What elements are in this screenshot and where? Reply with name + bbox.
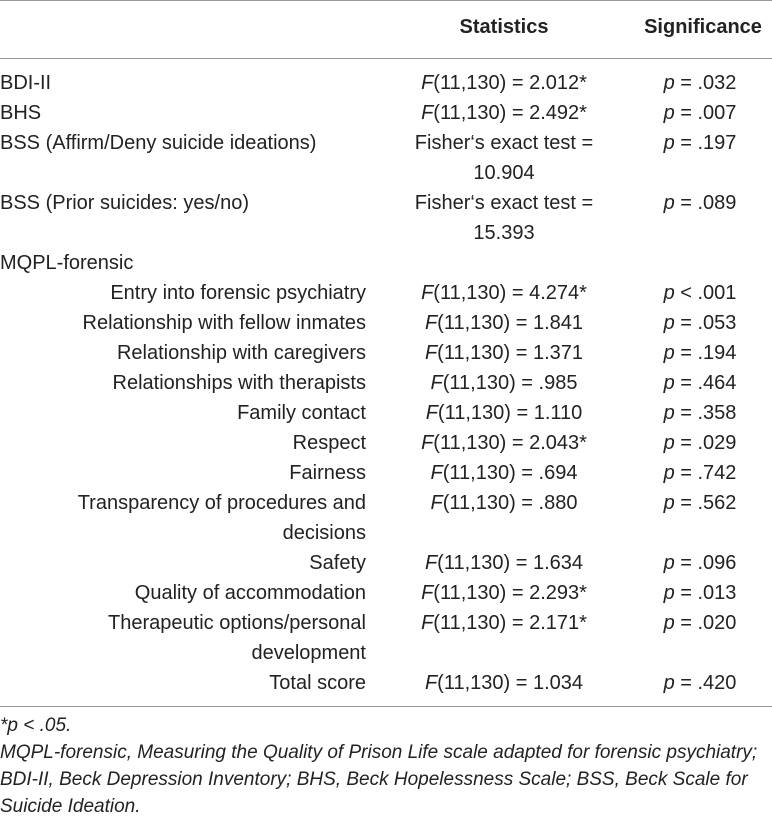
statistic-line bbox=[384, 218, 624, 248]
statistic-line bbox=[384, 458, 624, 488]
row-label bbox=[0, 488, 366, 548]
note-star-text: *p < .05. bbox=[0, 715, 72, 736]
statistic-value: 10.904 bbox=[473, 162, 535, 184]
p-symbol: p bbox=[663, 492, 675, 514]
note-abbrev-3: Suicide Ideation. bbox=[0, 796, 141, 817]
statistic-value: (11,130) = 1.371 bbox=[437, 342, 584, 364]
row-significance bbox=[640, 368, 760, 398]
row-label bbox=[0, 68, 366, 98]
row-label bbox=[0, 128, 366, 158]
p-symbol: p bbox=[663, 282, 675, 304]
row-label-line: Entry into forensic psychiatry bbox=[110, 282, 366, 304]
row-label-line: decisions bbox=[282, 522, 366, 544]
row-label-line: BSS (Affirm/Deny suicide ideations) bbox=[0, 132, 317, 154]
row-label-line: BSS (Prior suicides: yes/no) bbox=[0, 192, 249, 214]
row-statistic bbox=[384, 668, 624, 698]
row-statistic bbox=[384, 338, 624, 368]
f-symbol: F bbox=[430, 372, 443, 394]
significance-value: = .562 bbox=[674, 492, 737, 514]
statistic-line bbox=[384, 578, 624, 608]
statistic-line bbox=[384, 668, 624, 698]
row-label-line: Transparency of procedures and bbox=[77, 492, 366, 514]
f-symbol: F bbox=[421, 72, 434, 94]
significance-value: = .197 bbox=[674, 132, 737, 154]
row-label-line: Relationship with caregivers bbox=[116, 342, 366, 364]
row-significance bbox=[640, 128, 760, 158]
row-label-line: Family contact bbox=[237, 402, 366, 424]
f-symbol: F bbox=[425, 402, 438, 424]
row-statistic bbox=[384, 458, 624, 488]
row-significance bbox=[640, 488, 760, 518]
row-significance bbox=[640, 398, 760, 428]
p-symbol: p bbox=[663, 552, 675, 574]
significance-value: = .029 bbox=[674, 432, 737, 454]
row-label-line: Respect bbox=[292, 432, 366, 454]
row-label-line: BHS bbox=[0, 102, 42, 124]
statistic-line bbox=[384, 278, 624, 308]
p-symbol: p bbox=[663, 102, 675, 124]
statistic-value: (11,130) = .985 bbox=[442, 372, 578, 394]
row-label bbox=[0, 98, 366, 128]
f-symbol: F bbox=[421, 582, 434, 604]
row-significance bbox=[640, 428, 760, 458]
row-statistic bbox=[384, 398, 624, 428]
significance-value: = .194 bbox=[674, 342, 737, 364]
statistic-value: (11,130) = 1.634 bbox=[437, 552, 584, 574]
statistic-value: (11,130) = .880 bbox=[442, 492, 578, 514]
row-label bbox=[0, 428, 366, 458]
significance-value: = .020 bbox=[674, 612, 737, 634]
row-label bbox=[0, 668, 366, 698]
bottom-rule bbox=[0, 706, 772, 707]
significance-value: = .096 bbox=[674, 552, 737, 574]
statistic-value: Fisher‘s exact test = bbox=[414, 192, 594, 214]
f-symbol: F bbox=[421, 612, 434, 634]
row-label-line: Quality of accommodation bbox=[134, 582, 366, 604]
statistic-line bbox=[384, 128, 624, 158]
statistic-line bbox=[384, 548, 624, 578]
row-significance bbox=[640, 68, 760, 98]
statistic-line bbox=[384, 338, 624, 368]
top-rule bbox=[0, 0, 772, 1]
row-label bbox=[0, 548, 366, 578]
significance-value: = .032 bbox=[674, 72, 737, 94]
row-label bbox=[0, 398, 366, 428]
significance-value: = .007 bbox=[674, 102, 737, 124]
row-significance bbox=[640, 278, 760, 308]
statistic-value: (11,130) = 2.012* bbox=[433, 72, 587, 94]
statistic-value: (11,130) = 2.171* bbox=[433, 612, 587, 634]
note-abbrev-2: BDI-II, Beck Depression Inventory; BHS, Beck Hopelessness Scale; BSS, Beck Scale for bbox=[0, 769, 748, 790]
row-statistic bbox=[384, 188, 624, 248]
row-significance bbox=[640, 608, 760, 638]
row-label bbox=[0, 608, 366, 668]
row-statistic bbox=[384, 608, 624, 638]
f-symbol: F bbox=[424, 312, 438, 334]
row-label-line: Fairness bbox=[289, 462, 366, 484]
f-symbol: F bbox=[430, 492, 443, 514]
statistic-value: (11,130) = 1.841 bbox=[437, 312, 584, 334]
row-label-line: Therapeutic options/personal bbox=[108, 612, 366, 634]
p-symbol: p bbox=[663, 402, 675, 424]
p-symbol: p bbox=[663, 582, 675, 604]
p-symbol: p bbox=[663, 72, 675, 94]
statistic-value: (11,130) = 1.034 bbox=[437, 672, 584, 694]
p-symbol: p bbox=[663, 432, 675, 454]
row-label-line: Relationships with therapists bbox=[112, 372, 366, 394]
note-abbrev-1: MQPL-forensic, Measuring the Quality of Prison Life scale adapted for forensic psychiatry; bbox=[0, 742, 758, 763]
row-label bbox=[0, 338, 366, 368]
statistic-line bbox=[384, 68, 624, 98]
row-label-line: Relationship with fellow inmates bbox=[82, 312, 366, 334]
f-symbol: F bbox=[421, 282, 434, 304]
header-rule bbox=[0, 58, 772, 59]
statistic-line bbox=[384, 368, 624, 398]
row-significance bbox=[640, 578, 760, 608]
row-label-line: development bbox=[251, 642, 366, 664]
statistic-value: (11,130) = 2.492* bbox=[433, 102, 587, 124]
p-symbol: p bbox=[663, 612, 675, 634]
f-symbol: F bbox=[424, 552, 438, 574]
row-significance bbox=[640, 188, 760, 218]
row-label bbox=[0, 188, 366, 218]
p-symbol: p bbox=[663, 672, 675, 694]
statistic-value: (11,130) = 1.110 bbox=[437, 402, 583, 424]
statistic-line bbox=[384, 158, 624, 188]
header-statistics: Statistics bbox=[459, 16, 549, 38]
significance-value: = .464 bbox=[674, 372, 737, 394]
statistic-value: (11,130) = 2.043* bbox=[433, 432, 587, 454]
significance-value: = .013 bbox=[674, 582, 737, 604]
header-significance: Significance bbox=[644, 16, 762, 38]
row-statistic bbox=[384, 98, 624, 128]
row-significance bbox=[640, 308, 760, 338]
row-statistic bbox=[384, 548, 624, 578]
statistic-line bbox=[384, 98, 624, 128]
row-label-line: Total score bbox=[269, 672, 366, 694]
row-significance bbox=[640, 668, 760, 698]
statistic-value: Fisher‘s exact test = bbox=[414, 132, 594, 154]
statistic-line bbox=[384, 608, 624, 638]
row-label bbox=[0, 278, 366, 308]
row-label bbox=[0, 248, 366, 278]
statistic-value: (11,130) = .694 bbox=[442, 462, 578, 484]
p-symbol: p bbox=[663, 132, 675, 154]
p-symbol: p bbox=[663, 312, 675, 334]
f-symbol: F bbox=[424, 672, 438, 694]
p-symbol: p bbox=[663, 372, 675, 394]
row-label bbox=[0, 578, 366, 608]
row-label bbox=[0, 458, 366, 488]
significance-value: = .420 bbox=[674, 672, 737, 694]
row-statistic bbox=[384, 128, 624, 188]
f-symbol: F bbox=[421, 432, 434, 454]
statistic-line bbox=[384, 428, 624, 458]
row-label-line: Safety bbox=[309, 552, 366, 574]
row-label-line: MQPL-forensic bbox=[0, 252, 134, 274]
note-significance bbox=[0, 712, 772, 739]
statistic-line bbox=[384, 308, 624, 338]
row-statistic bbox=[384, 578, 624, 608]
row-significance bbox=[640, 458, 760, 488]
f-symbol: F bbox=[430, 462, 443, 484]
statistic-value: (11,130) = 4.274* bbox=[433, 282, 587, 304]
row-significance bbox=[640, 548, 760, 578]
row-statistic bbox=[384, 278, 624, 308]
row-significance bbox=[640, 98, 760, 128]
p-symbol: p bbox=[663, 192, 675, 214]
statistic-line bbox=[384, 398, 624, 428]
table-notes bbox=[0, 712, 772, 820]
significance-value: = .742 bbox=[674, 462, 737, 484]
statistic-value: (11,130) = 2.293* bbox=[433, 582, 587, 604]
p-symbol: p bbox=[663, 462, 675, 484]
row-statistic bbox=[384, 428, 624, 458]
row-label-line: BDI-II bbox=[0, 72, 52, 94]
significance-value: < .001 bbox=[674, 282, 737, 304]
f-symbol: F bbox=[424, 342, 438, 364]
row-statistic bbox=[384, 368, 624, 398]
p-symbol: p bbox=[663, 342, 675, 364]
f-symbol: F bbox=[421, 102, 434, 124]
statistic-value: 15.393 bbox=[473, 222, 535, 244]
significance-value: = .358 bbox=[674, 402, 737, 424]
row-statistic bbox=[384, 308, 624, 338]
statistic-line bbox=[384, 488, 624, 518]
significance-value: = .089 bbox=[674, 192, 737, 214]
significance-value: = .053 bbox=[674, 312, 737, 334]
row-statistic bbox=[384, 68, 624, 98]
statistic-line bbox=[384, 188, 624, 218]
row-label bbox=[0, 308, 366, 338]
row-statistic bbox=[384, 488, 624, 518]
row-label bbox=[0, 368, 366, 398]
row-significance bbox=[640, 338, 760, 368]
